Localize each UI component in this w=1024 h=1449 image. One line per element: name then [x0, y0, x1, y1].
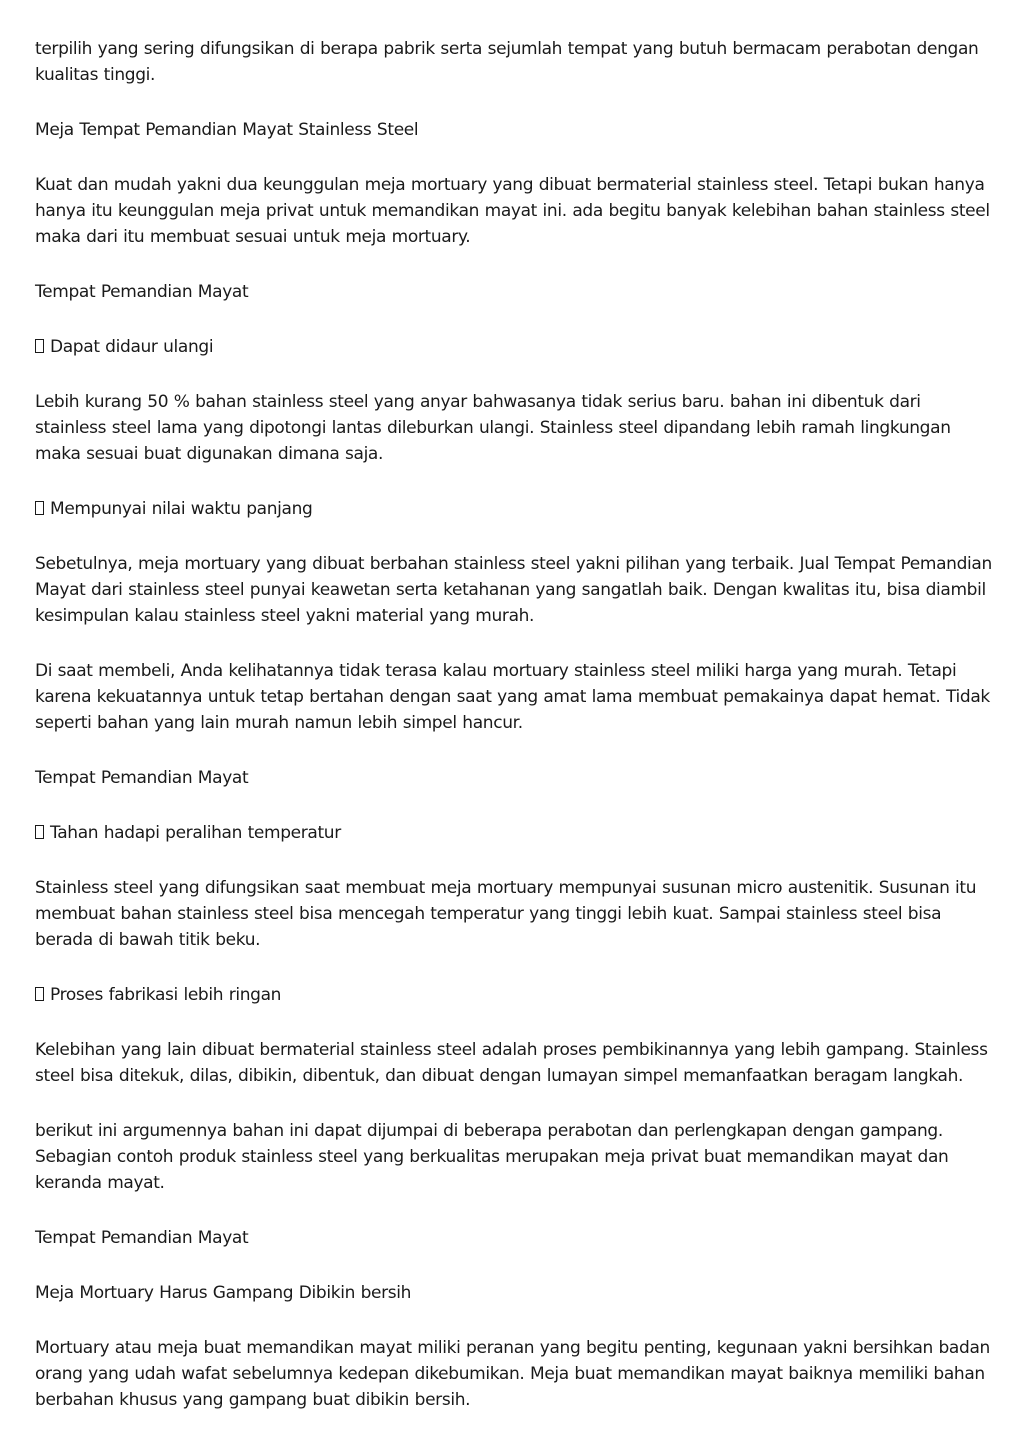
section-heading: Tempat Pemandian Mayat: [35, 1228, 249, 1248]
bullet-item-label: Dapat didaur ulangi: [50, 337, 214, 357]
missing-glyph-icon: [35, 339, 44, 353]
section-heading: Tempat Pemandian Mayat: [35, 282, 249, 302]
document-page: [35, 36, 995, 1442]
paragraph: Kelebihan yang lain dibuat bermaterial stainless steel adalah proses pembikinannya yang lebih gampang. Stainless steel bisa ditekuk, dilas, dibikin, dibentuk, dan dibuat dengan lumayan simpel memanfaatkan beragam langkah.: [35, 1040, 988, 1086]
paragraph: Sebetulnya, meja mortuary yang dibuat berbahan stainless steel yakni pilihan yang terbaik. Jual Tempat Pemandian Mayat dari stainless steel punyai keawetan serta ketahanan yang sangatlah baik. Dengan kwalitas itu, bisa diambil kesimpulan kalau stainless steel yakni material yang murah.: [35, 554, 992, 626]
bullet-item: [35, 496, 995, 522]
paragraph: Lebih kurang 50 % bahan stainless steel yang anyar bahwasanya tidak serius baru. bahan ini dibentuk dari stainless steel lama yang dipotongi lantas dileburkan ulangi. Stainless steel dipandang lebih ramah lingkungan maka sesuai buat digunakan dimana saja.: [35, 392, 951, 464]
section-heading: Tempat Pemandian Mayat: [35, 768, 249, 788]
paragraph: Di saat membeli, Anda kelihatannya tidak terasa kalau mortuary stainless steel miliki harga yang murah. Tetapi karena kekuatannya untuk tetap bertahan dengan saat yang amat lama membuat pemakainya dapat hemat. Tidak seperti bahan yang lain murah namun lebih simpel hancur.: [35, 661, 990, 733]
paragraph: Kuat dan mudah yakni dua keunggulan meja mortuary yang dibuat bermaterial stainless steel. Tetapi bukan hanya hanya itu keunggulan meja privat untuk memandikan mayat ini. ada begitu banyak kelebihan bahan stainless steel maka dari itu membuat sesuai untuk meja mortuary.: [35, 175, 990, 247]
paragraph: berikut ini argumennya bahan ini dapat dijumpai di beberapa perabotan dan perlengkapan dengan gampang. Sebagian contoh produk stainless steel yang berkualitas merupakan meja privat buat memandikan mayat dan keranda mayat.: [35, 1121, 949, 1193]
missing-glyph-icon: [35, 987, 44, 1001]
bullet-item: [35, 820, 995, 846]
bullet-item-label: Tahan hadapi peralihan temperatur: [50, 823, 341, 843]
paragraph: terpilih yang sering difungsikan di berapa pabrik serta sejumlah tempat yang butuh bermacam perabotan dengan kualitas tinggi.: [35, 39, 979, 85]
bullet-item-label: Mempunyai nilai waktu panjang: [50, 499, 313, 519]
missing-glyph-icon: [35, 825, 44, 839]
paragraph: Mortuary atau meja buat memandikan mayat miliki peranan yang begitu penting, kegunaan yakni bersihkan badan orang yang udah wafat sebelumnya kedepan dikebumikan. Meja buat memandikan mayat baiknya memiliki bahan berbahan khusus yang gampang buat dibikin bersih.: [35, 1338, 990, 1410]
bullet-item: [35, 334, 995, 360]
paragraph: Stainless steel yang difungsikan saat membuat meja mortuary mempunyai susunan micro austenitik. Susunan itu membuat bahan stainless steel bisa mencegah temperatur yang tinggi lebih kuat. Sampai stainless steel bisa berada di bawah titik beku.: [35, 878, 977, 950]
bullet-item-label: Proses fabrikasi lebih ringan: [50, 985, 282, 1005]
section-heading: Meja Tempat Pemandian Mayat Stainless Steel: [35, 120, 419, 140]
section-heading: Meja Mortuary Harus Gampang Dibikin bersih: [35, 1283, 412, 1303]
bullet-item: [35, 982, 995, 1008]
missing-glyph-icon: [35, 501, 44, 515]
